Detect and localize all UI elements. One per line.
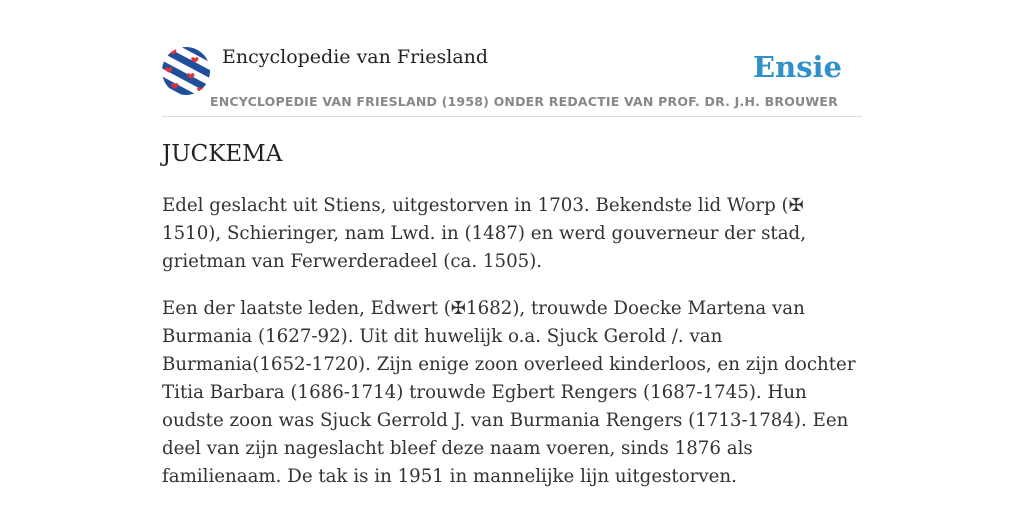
brand-logo[interactable]: Ensie — [753, 50, 842, 84]
paragraph: Edel geslacht uit Stiens, uitgestorven in 1703. Bekendste lid Worp (✠ 1510), Schieringer, nam Lwd. in (1487) en werd gouverneur der stad, grietman van Ferwerderadeel (ca. 1505). — [162, 195, 806, 272]
frisian-flag-icon[interactable] — [162, 47, 210, 95]
entry-body — [162, 192, 862, 510]
site-header — [162, 44, 862, 117]
site-subtitle: ENCYCLOPEDIE VAN FRIESLAND (1958) ONDER REDACTIE VAN PROF. DR. J.H. BROUWER — [210, 94, 838, 109]
site-title[interactable]: Encyclopedie van Friesland — [222, 46, 489, 68]
entry-title: JUCKEMA — [162, 141, 283, 167]
paragraph: Een der laatste leden, Edwert (✠1682), trouwde Doecke Martena van Burmania (1627-92). Uit dit huwelijk o.a. Sjuck Gerold /. van Burmania(1652-1720). Zijn enige zoon overleed kinderloos, en zijn dochter Titia Barbara (1686-1714) trouwde Egbert Rengers (1687-1745). Hun oudste zoon was Sjuck Gerrold J. van Burmania Rengers (1713-1784). Een deel van zijn nageslacht bleef deze naam voeren, sinds 1876 als familienaam. De tak is in 1951 in mannelijke lijn uitgestorven. — [162, 298, 856, 487]
